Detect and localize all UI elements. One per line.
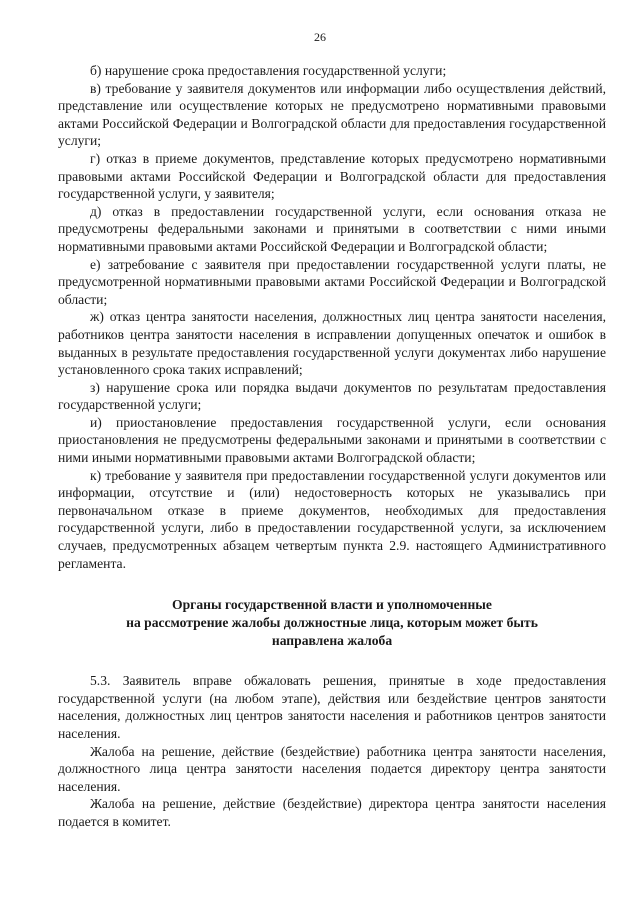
list-item-i: и) приостановление предоставления государственной услуги, если основания приостановления не предусмотрены федеральными законами и принятыми в соответствии с ними иными нормативными правовыми актами Волгоградской области; [58,414,606,466]
section-heading [58,596,606,650]
document-body [58,62,606,831]
paragraph-complaint-to-committee: Жалоба на решение, действие (бездействие) директора центра занятости населения подается в комитет. [58,796,606,829]
list-item-d: д) отказ в предоставлении государственной услуги, если основания отказа не предусмотрены федеральными законами и принятыми в соответствии с ними иными нормативными правовыми актами Российской Федерации и Волгоградской области; [58,203,606,254]
section-heading-line-3: направлена жалоба [271,633,393,649]
list-item-e: е) затребование с заявителя при предоставлении государственной услуги платы, не предусмотренной нормативными правовыми актами Российской Федерации и Волгоградской области; [58,256,606,307]
list-item-k: к) требование у заявителя при предоставлении государственной услуги документов или информации, отсутствие и (или) недостоверность которых не указывались при первоначальном отказе в приеме документов, необходимых для предоставления государственной услуги, либо в предоставлении государственной услуги, за исключением случаев, предусмотренных абзацем четвертым пункта 2.9. настоящего Административного регламента. [58,467,606,571]
section-heading-line-1: Органы государственной власти и уполномоченные [172,597,492,613]
list-item-zh: ж) отказ центра занятости населения, должностных лиц центра занятости населения, работников центра занятости населения в исправлении допущенных опечаток и ошибок в выданных в результате предоставления государственной услуги документах либо нарушение установленного срока таких исправлений; [58,309,606,378]
list-item-g: г) отказ в приеме документов, представление которых предусмотрено нормативными правовыми актами Российской Федерации и Волгоградской области для предоставления государственной услуги, у заявителя; [58,150,606,202]
section-heading-line-2: на рассмотрение жалобы должностные лица, которым может быть [126,615,538,631]
list-item-z: з) нарушение срока или порядка выдачи документов по результатам предоставления государственной услуги; [58,379,606,413]
list-item-v: в) требование у заявителя документов или информации либо осуществления действий, представление или осуществление которых не предусмотрено нормативными правовыми актами Российской Федерации и Волгоградской области для предоставления государственной услуги; [58,80,606,149]
list-item-b: б) нарушение срока предоставления государственной услуги; [90,63,447,78]
page-number: 26 [314,30,326,44]
paragraph-5-3: 5.3. Заявитель вправе обжаловать решения, принятые в ходе предоставления государственной услуги (на любом этапе), действия или бездействие центров занятости населения, должностных лиц центров занятости населения и работников центров занятости населения. [58,673,606,741]
paragraph-complaint-to-director: Жалоба на решение, действие (бездействие) работника центра занятости населения, должностного лица центра занятости населения подается директору центра занятости населения. [58,743,606,794]
violations-list [58,62,606,572]
section-body [58,672,606,830]
